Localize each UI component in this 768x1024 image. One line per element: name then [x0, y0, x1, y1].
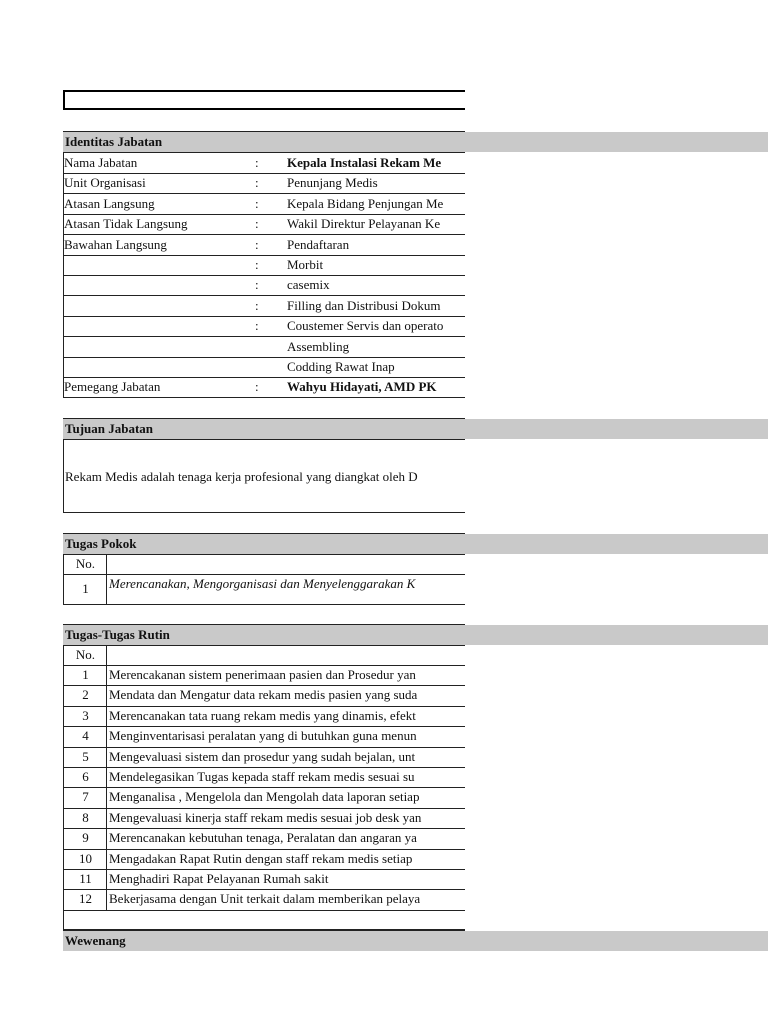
- tugas-rutin-text: Mengadakan Rapat Rutin dengan staff rekam medis setiap: [109, 850, 413, 866]
- tugas-pokok-no-header: No.: [75, 556, 96, 571]
- tugas-rutin-text: Merencanakan kebutuhan tenaga, Peralatan dan angaran ya: [109, 830, 417, 846]
- document-title-box: [63, 90, 465, 110]
- identitas-row: [63, 235, 465, 256]
- identitas-value: Assembling: [287, 338, 350, 354]
- identitas-label: Nama Jabatan: [64, 155, 138, 170]
- identitas-row: [63, 377, 465, 398]
- identitas-colon: :: [255, 297, 259, 313]
- wewenang-heading: Wewenang: [65, 933, 126, 948]
- identitas-colon: :: [255, 195, 259, 211]
- tugas-rutin-no: 3: [82, 707, 89, 723]
- tugas-rutin-text: Merencakanan sistem penerimaan pasien dan Prosedur yan: [109, 667, 416, 682]
- identitas-value: Kepala Bidang Penjungan Me: [287, 195, 444, 211]
- identitas-row: [63, 296, 465, 317]
- tugas-pokok-text: Merencanakan, Mengorganisasi dan Menyelenggarakan K: [109, 576, 416, 591]
- tugas-rutin-heading: Tugas-Tugas Rutin: [65, 627, 170, 642]
- identitas-colon: :: [255, 277, 259, 293]
- identitas-row: [63, 214, 465, 235]
- identitas-value: Codding Rawat Inap: [287, 359, 395, 374]
- identitas-value: Coustemer Servis dan operato: [287, 318, 444, 334]
- tugas-rutin-no: 2: [82, 687, 89, 703]
- tugas-rutin-text: Mendelegasikan Tugas kepada staff rekam medis sesuai su: [109, 769, 415, 784]
- identitas-heading: Identitas Jabatan: [65, 134, 163, 149]
- identitas-label: Unit Organisasi: [64, 175, 146, 191]
- tugas-rutin-no: 5: [82, 748, 89, 764]
- identitas-colon: :: [255, 236, 259, 252]
- identitas-row: [63, 275, 465, 296]
- identitas-value: Penunjang Medis: [287, 175, 378, 191]
- identitas-row: [63, 337, 465, 358]
- identitas-row: [63, 153, 465, 174]
- identitas-row: [63, 357, 465, 378]
- identitas-row: [63, 173, 465, 194]
- identitas-value: casemix: [287, 277, 330, 293]
- tugas-pokok-no: 1: [82, 581, 89, 596]
- tugas-rutin-no: 4: [82, 728, 89, 744]
- identitas-row: [63, 316, 465, 337]
- identitas-value: Wakil Direktur Pelayanan Ke: [287, 216, 441, 232]
- tugas-rutin-text: Mengevaluasi sistem dan prosedur yang sudah bejalan, unt: [109, 748, 416, 764]
- identitas-label: Atasan Tidak Langsung: [64, 216, 188, 232]
- tugas-rutin-text: Merencanakan tata ruang rekam medis yang dinamis, efekt: [109, 707, 416, 723]
- identitas-value: Kepala Instalasi Rekam Me: [287, 155, 442, 170]
- identitas-label: Pemegang Jabatan: [64, 379, 161, 395]
- tugas-rutin-text: Menghadiri Rapat Pelayanan Rumah sakit: [109, 871, 329, 886]
- identitas-colon: :: [255, 379, 259, 395]
- identitas-value: Pendaftaran: [287, 236, 350, 252]
- identitas-value: Filling dan Distribusi Dokum: [287, 297, 441, 313]
- identitas-row: [63, 255, 465, 276]
- tugas-rutin-no: 12: [79, 891, 92, 907]
- tugas-rutin-no-header: No.: [75, 647, 96, 662]
- tugas-rutin-text: Mendata dan Mengatur data rekam medis pasien yang suda: [109, 687, 418, 703]
- identitas-value: Wahyu Hidayati, AMD PK: [287, 379, 437, 395]
- tugas-rutin-no: 6: [82, 769, 89, 784]
- tugas-rutin-no: 1: [82, 667, 89, 682]
- tugas-rutin-text: Mengevaluasi kinerja staff rekam medis sesuai job desk yan: [109, 809, 422, 825]
- identitas-row: [63, 194, 465, 215]
- identitas-colon: :: [255, 257, 259, 272]
- identitas-value: Morbit: [287, 257, 324, 272]
- tugas-rutin-no: 10: [79, 850, 92, 866]
- identitas-colon: :: [255, 216, 259, 232]
- identitas-label: Bawahan Langsung: [64, 236, 167, 252]
- tugas-rutin-text: Bekerjasama dengan Unit terkait dalam memberikan pelaya: [109, 891, 421, 907]
- tugas-rutin-no: 8: [82, 809, 89, 825]
- identitas-colon: :: [255, 155, 259, 170]
- tugas-pokok-heading: Tugas Pokok: [65, 536, 137, 551]
- tugas-rutin-no: 9: [82, 830, 89, 846]
- tujuan-heading: Tujuan Jabatan: [65, 421, 154, 436]
- tugas-rutin-text: Menginventarisasi peralatan yang di butuhkan guna menun: [109, 728, 417, 744]
- identitas-colon: :: [255, 175, 259, 191]
- tugas-rutin-no: 7: [82, 789, 89, 805]
- identitas-colon: :: [255, 318, 259, 334]
- tugas-rutin-text: Menganalisa , Mengelola dan Mengolah data laporan setiap: [109, 789, 420, 805]
- tujuan-text: Rekam Medis adalah tenaga kerja profesional yang diangkat oleh D: [65, 469, 418, 484]
- tugas-rutin-no: 11: [79, 871, 92, 886]
- identitas-label: Atasan Langsung: [64, 195, 155, 211]
